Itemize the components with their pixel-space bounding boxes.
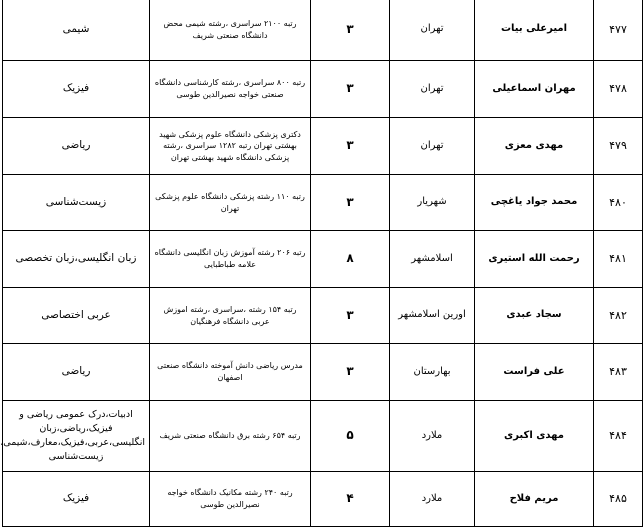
teacher-name: علی فراست bbox=[475, 344, 594, 401]
teacher-name: مریم فلاح bbox=[475, 472, 594, 527]
row-number: ۴۷۹ bbox=[594, 118, 643, 175]
education: رتبه ۱۱۰ رشته پزشکی دانشگاه علوم پزشکی تهران bbox=[150, 175, 311, 231]
row-number: ۴۸۲ bbox=[594, 288, 643, 344]
city: تهران bbox=[390, 61, 475, 118]
table-row bbox=[3, 61, 643, 118]
table-row bbox=[3, 118, 643, 175]
row-number: ۴۸۵ bbox=[594, 472, 643, 527]
education: رتبه ۱۵۴ رشته ،سراسری ،رشته اموزش عربی دانشگاه فرهنگیان bbox=[150, 288, 311, 344]
row-number: ۴۸۴ bbox=[594, 401, 643, 472]
city: تهران bbox=[390, 0, 475, 61]
teacher-name: رحمت الله استیری bbox=[475, 231, 594, 288]
score: ۳ bbox=[311, 61, 390, 118]
subject: زبان انگلیسی،زبان تخصصی bbox=[3, 231, 150, 288]
teacher-name: مهدی اکبری bbox=[475, 401, 594, 472]
education: رتبه ۲۰۶ رشته آموزش زبان انگلیسی دانشگاه علامه طباطبایی bbox=[150, 231, 311, 288]
score: ۳ bbox=[311, 344, 390, 401]
city: اورین اسلامشهر bbox=[390, 288, 475, 344]
subject: فیزیک bbox=[3, 472, 150, 527]
score: ۴ bbox=[311, 472, 390, 527]
table-row bbox=[3, 0, 643, 61]
education: مدرس ریاضی دانش آموخته دانشگاه صنعتی اصفهان bbox=[150, 344, 311, 401]
subject: ریاضی bbox=[3, 344, 150, 401]
score: ۵ bbox=[311, 401, 390, 472]
education: رتبه ۶۵۴ رشته برق دانشگاه صنعتی شریف bbox=[150, 401, 311, 472]
score: ۳ bbox=[311, 175, 390, 231]
score: ۸ bbox=[311, 231, 390, 288]
teacher-name: مهران اسماعیلی bbox=[475, 61, 594, 118]
city: شهریار bbox=[390, 175, 475, 231]
teacher-name: مهدی معزی bbox=[475, 118, 594, 175]
row-number: ۴۷۸ bbox=[594, 61, 643, 118]
subject: عربی اختصاصی bbox=[3, 288, 150, 344]
education: رتبه ۸۰۰ سراسری ،رشته کارشناسی دانشگاه صنعتی خواجه نصیرالدین طوسی bbox=[150, 61, 311, 118]
table-row bbox=[3, 288, 643, 344]
table-row bbox=[3, 401, 643, 472]
subject: فیزیک bbox=[3, 61, 150, 118]
score: ۳ bbox=[311, 0, 390, 61]
city: اسلامشهر bbox=[390, 231, 475, 288]
row-number: ۴۷۷ bbox=[594, 0, 643, 61]
subject: ادبیات،درک عمومی ریاضی و فیزیک،ریاضی،زبان انگلیسی،عربی،فیزیک،معارف،شیمی، زیست‌شناسی bbox=[3, 401, 150, 472]
subject: شیمی bbox=[3, 0, 150, 61]
education: دکتری پزشکی دانشگاه علوم پزشکی شهید بهشتی تهران رتبه ۱۲۸۲ سراسری ،رشته پزشکی دانشگاه شهید بهشتی تهران bbox=[150, 118, 311, 175]
row-number: ۴۸۰ bbox=[594, 175, 643, 231]
score: ۳ bbox=[311, 288, 390, 344]
teacher-name: سجاد عبدی bbox=[475, 288, 594, 344]
table-row bbox=[3, 344, 643, 401]
teacher-name: امیرعلی بیات bbox=[475, 0, 594, 61]
subject: زیست‌شناسی bbox=[3, 175, 150, 231]
table-row bbox=[3, 175, 643, 231]
table-row bbox=[3, 472, 643, 527]
education: رتبه ۲۴۰ رشته مکانیک دانشگاه خواجه نصیرالدین طوسی bbox=[150, 472, 311, 527]
score: ۳ bbox=[311, 118, 390, 175]
city: ملارد bbox=[390, 401, 475, 472]
subject: ریاضی bbox=[3, 118, 150, 175]
row-number: ۴۸۱ bbox=[594, 231, 643, 288]
city: تهران bbox=[390, 118, 475, 175]
education: رتبه ۲۱۰۰ سراسری ،رشته شیمی محض دانشگاه صنعتی شریف bbox=[150, 0, 311, 61]
row-number: ۴۸۳ bbox=[594, 344, 643, 401]
city: بهارستان bbox=[390, 344, 475, 401]
teacher-name: محمد جواد یاغچی bbox=[475, 175, 594, 231]
city: ملارد bbox=[390, 472, 475, 527]
table-row bbox=[3, 231, 643, 288]
teachers-table bbox=[2, 0, 643, 527]
